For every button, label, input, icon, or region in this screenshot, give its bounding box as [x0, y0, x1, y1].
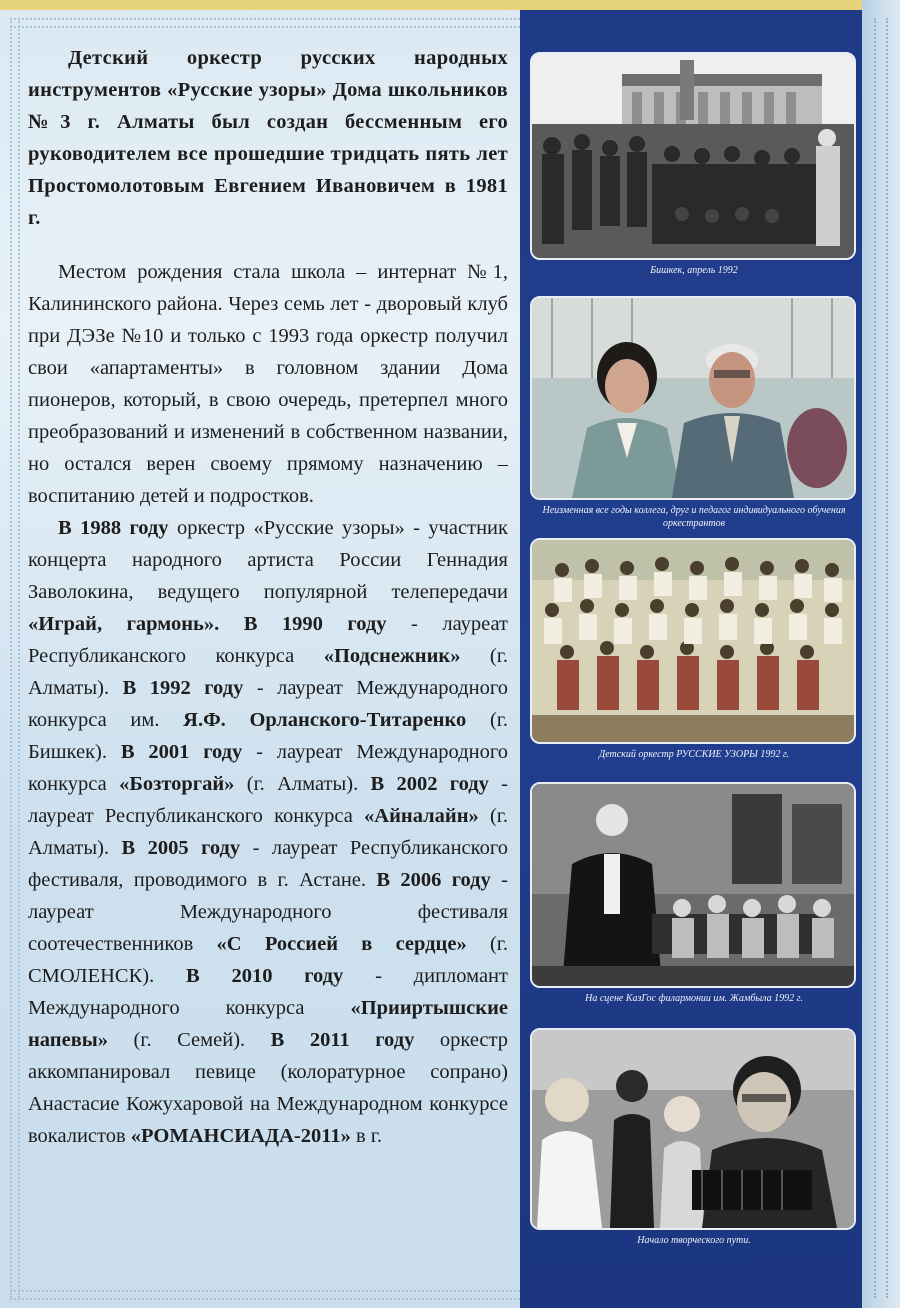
- achievement-text: (г. Бишкек).: [28, 709, 508, 763]
- achievements-paragraph: [28, 512, 508, 1152]
- left-ornament-border: [10, 18, 20, 1298]
- achievement-text: - лауреат Международного конкурса: [28, 741, 508, 795]
- achievement-highlight: «РОМАНСИАДА-2011»: [130, 1125, 351, 1147]
- achievement-highlight: «Подснежник»: [323, 645, 461, 667]
- article-text-column: [28, 42, 508, 1152]
- achievement-text: - лауреат Республиканского конкурса: [28, 773, 509, 827]
- right-ornament-border: [874, 18, 888, 1298]
- photo-caption-2: Неизменная все годы коллега, друг и педагог индивидуального обучения оркестрантов: [542, 505, 846, 529]
- photo-block-3: [530, 538, 858, 761]
- achievement-text: - лауреат Международного конкурса им.: [28, 677, 508, 731]
- achievement-text: (г. СМОЛЕНСК).: [28, 933, 508, 987]
- intro-paragraph: Детский оркестр русских народных инструментов «Русские узоры» Дома школьников №3 г. Алматы был создан бессменным его руководителем все прошедшие тридцать пять лет Простомолотовым Евгением Ивановичем в 1981 г.: [28, 47, 508, 229]
- photo-stage-philharmonic: [530, 782, 856, 988]
- photo-caption-5: Начало творческого пути.: [637, 1235, 751, 1246]
- top-ornament-border: [10, 18, 520, 28]
- photo-block-5: [530, 1028, 858, 1247]
- photo-caption-4: На сцене КазГос филармонии им. Жамбыла 1992 г.: [585, 993, 803, 1004]
- achievement-highlight: «Бозторгай»: [119, 773, 235, 795]
- achievement-highlight: В 2010 году: [186, 965, 344, 987]
- achievement-highlight: «Прииртышские напевы»: [28, 997, 508, 1051]
- photo-colleague-portrait: [530, 296, 856, 500]
- photo-block-4: [530, 782, 858, 1005]
- achievement-highlight: В 2011 году: [270, 1029, 415, 1051]
- achievement-text: в г.: [350, 1125, 383, 1147]
- top-decorative-strip: [0, 0, 900, 10]
- achievement-highlight: В 2005 году: [121, 837, 241, 859]
- achievement-text: (г. Алматы).: [28, 805, 508, 859]
- photo-caption-1: Бишкек, апрель 1992: [650, 265, 738, 276]
- achievement-highlight: «Айналайн»: [364, 805, 479, 827]
- achievement-text: (г. Алматы).: [234, 773, 371, 795]
- photo-creative-beginning: [530, 1028, 856, 1230]
- photo-orchestra-1992: [530, 538, 856, 744]
- achievement-highlight: Я.Ф. Орланского-Титаренко: [183, 709, 467, 731]
- achievement-highlight: В 2002 году: [370, 773, 489, 795]
- achievement-text: - лауреат Международного фестиваля соотечественников: [28, 869, 508, 955]
- achievement-highlight: В 1992 году: [122, 677, 244, 699]
- achievement-highlight: «С Россией в сердце»: [216, 933, 467, 955]
- achievement-highlight: В 2001 году: [120, 741, 243, 763]
- photo-block-2: [530, 296, 858, 530]
- achievement-highlight: «Играй, гармонь». В 1990 году: [28, 613, 387, 635]
- achievement-highlight: В 2006 году: [376, 869, 491, 891]
- achievement-text: - дипломант Международного конкурса: [28, 965, 508, 1019]
- photo-caption-3: Детский оркестр РУССКИЕ УЗОРЫ 1992 г.: [598, 749, 790, 760]
- achievement-highlight: В 1988 году: [58, 517, 169, 539]
- achievement-text: (г. Семей).: [108, 1029, 271, 1051]
- bottom-ornament-border: [10, 1290, 520, 1300]
- achievement-text: (г. Алматы).: [28, 645, 508, 699]
- photo-group-bishkek: [530, 52, 856, 260]
- achievement-text: оркестр «Русские узоры» - участник концерта народного артиста России Геннадия Заволокина, ведущего популярной телепередачи: [28, 517, 508, 603]
- achievement-text: - лауреат Республиканского конкурса: [28, 613, 509, 667]
- achievement-text: оркестр аккомпанировал певице (колоратурное сопрано) Анастасие Кожухаровой на Международном конкурсе вокалистов: [28, 1029, 508, 1147]
- photo-block-1: [530, 52, 858, 277]
- achievement-text: - лауреат Республиканского фестиваля, проводимого в г. Астане.: [28, 837, 508, 891]
- history-paragraph: Местом рождения стала школа – интернат №1, Калининского района. Через семь лет - дворовый клуб при ДЭЗе №10 и только с 1993 года оркестр получил свои «апартаменты» в головном здании Дома пионеров, который, в свою очередь, претерпел много преобразований и изменений в собственном названии, но остался верен своему прямому назначению – воспитанию детей и подростков.: [28, 261, 508, 507]
